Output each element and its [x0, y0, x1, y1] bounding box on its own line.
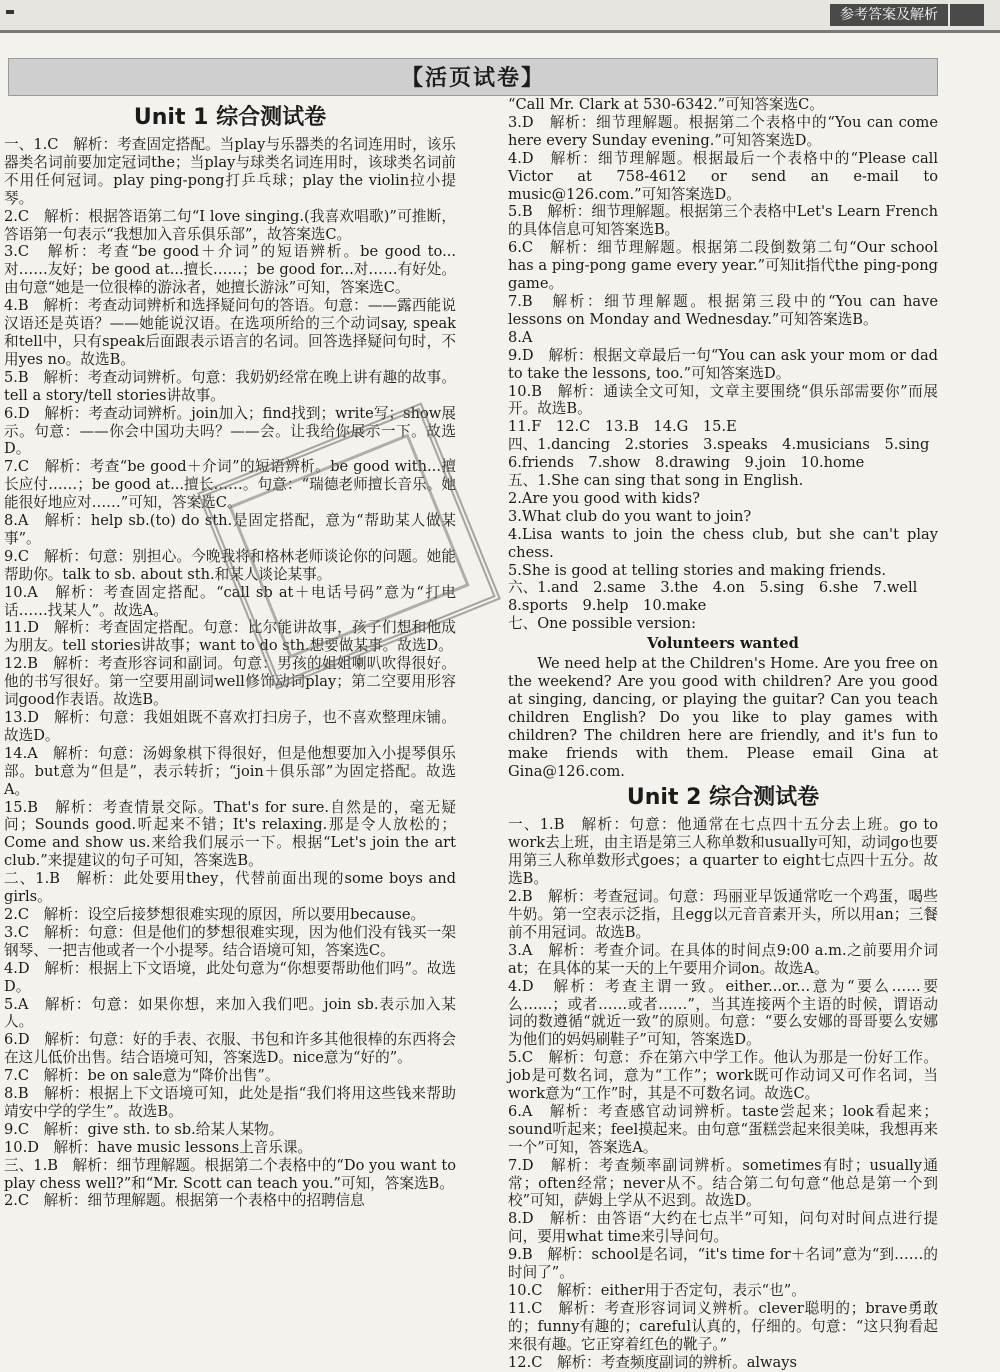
answer-item: 8.D 解析：由答语“大约在七点半”可知，问句对时间点进行提问，要用what time来引导问句。	[508, 1210, 938, 1246]
answer-item: 一、1.C 解析：考查固定搭配。当play与乐器类的名词连用时，该乐器类名词前要加定冠词the；当play与球类名词连用时，该球类名词前不用任何冠词。play ping-pong打乒乓球；play the violin拉小提琴。	[4, 136, 456, 207]
answer-item: 7.C 解析：考查“be good＋介词”的短语辨析。be good with...擅长应付……；be good at...擅长……。句意：“瑞德老师擅长音乐。她能很好地应对……”可知，答案选C。	[4, 458, 456, 512]
answer-item: 5.C 解析：句意：乔在第六中学工作。他认为那是一份好工作。job是可数名词，意为“工作”；work既可作动词又可作名词，当work意为“工作”时，其是不可数名词。故选C。	[508, 1049, 938, 1103]
answer-item: 2.C 解析：设空后接梦想很难实现的原因，所以要用because。	[4, 905, 426, 923]
answer-item: 4.D 解析：考查主谓一致。either...or...意为“要么……要么……；或者……或者……”，当其连接两个主语的时候，谓语动词的数遵循“就近一致”的原则。句意：“要么安娜的哥哥要么安娜为他们的妈妈刷鞋子”可知，答案选D。	[508, 977, 938, 1049]
answer-item: 11.D 解析：考查固定搭配。句意：比尔能讲故事，孩子们想和他成为朋友。tell stories讲故事；want to do sth.想要做某事。故选D。	[4, 619, 456, 655]
header-corner-block	[950, 4, 984, 26]
answer-item: 10.C 解析：either用于否定句，表示“也”。	[508, 1282, 806, 1299]
answer-item: 5.B 解析：考查动词辨析。句意：我奶奶经常在晚上讲有趣的故事。tell a story/tell stories讲故事。	[4, 368, 456, 404]
answer-item: 8.B 解析：根据上下文语境可知，此处是指“我们将用这些钱来帮助靖安中学的学生”。故选B。	[4, 1085, 456, 1120]
answer-item: 3.What club do you want to join?	[508, 507, 752, 525]
section-label: 参考答案及解析	[830, 4, 948, 26]
unit1-title: Unit 1 综合测试卷	[133, 105, 327, 130]
answer-item: 3.C 解析：考查“be good＋介词”的短语辨析。be good to...对……友好；be good at...擅长……；be good for...对……有好处。由句意“她是一位很棒的游泳者，她擅长游泳”可知，答案选C。	[4, 243, 456, 297]
stamp-inner-border	[228, 434, 469, 659]
answer-item: 12.B 解析：考查形容词和副词。句意：男孩的姐姐喇叭吹得很好。他的书写很好。第一空要用副词well修饰动词play；第二空要用形容词good作表语。故选B。	[4, 655, 456, 709]
answer-item: 5.B 解析：细节理解题。根据第三个表格中Let's Learn French的具体信息可知答案选B。	[508, 203, 938, 239]
answer-item: 7.B 解析：细节理解题。根据第三段中的“You can have lessons on Monday and Wednesday.”可知答案选B。	[508, 292, 938, 328]
answer-item: 14.A 解析：句意：汤姆象棋下得很好，但是他想要加入小提琴俱乐部。but意为“但是”，表示转折；“join＋俱乐部”为固定搭配。故选A。	[4, 744, 456, 798]
left-column	[4, 100, 456, 1210]
answer-item: 4.D 解析：根据上下文语境，此处句意为“你想要帮助他们吗”。故选D。	[4, 959, 456, 995]
essay-title: Volunteers wanted	[647, 635, 799, 653]
answer-item: 二、1.B 解析：此处要用they，代替前面出现的some boys and girls。	[4, 870, 456, 906]
answer-item: 3.D 解析：细节理解题。根据第二个表格中的“You can come here every Sunday evening.”可知答案选D。	[508, 113, 938, 149]
answer-item: 6.friends 7.show 8.drawing 9.join 10.home	[508, 454, 865, 472]
answer-item: 9.C 解析：句意：别担心。今晚我将和格林老师谈论你的问题。她能帮助你。talk to sb. about sth.和某人谈论某事。	[4, 547, 456, 583]
answer-item: 2.C 解析：根据答语第二句“I love singing.(我喜欢唱歌)”可推断，答语第一句表示“我想加入音乐俱乐部”，故答案选C。	[4, 207, 456, 243]
answer-item: 2.C 解析：细节理解题。根据第一个表格中的招聘信息	[4, 1192, 365, 1210]
answer-item: 8.sports 9.help 10.make	[508, 597, 707, 615]
answer-item: 六、1.and 2.same 3.the 4.on 5.sing 6.she 7.well	[508, 579, 918, 597]
answer-item: “Call Mr. Clark at 530-6342.”可知答案选C。	[508, 96, 824, 113]
answer-item: 10.A 解析：考查固定搭配。“call sb at＋电话号码”意为“打电话……找某人”。故选A。	[4, 583, 456, 619]
unit2-title: Unit 2 综合测试卷	[626, 785, 820, 811]
unit1-answer-list	[4, 136, 456, 1210]
answer-item: 三、1.B 解析：细节理解题。根据第二个表格中的“Do you want to play chess well?”和“Mr. Scott can teach you.”可知，答案选B。	[4, 1156, 456, 1192]
answer-item: 8.A 解析：help sb.(to) do sth.是固定搭配，意为“帮助某人做某事”。	[4, 512, 456, 547]
answer-item: 9.C 解析：give sth. to sb.给某人某物。	[4, 1120, 284, 1138]
right-column	[508, 96, 938, 1372]
section-banner	[8, 58, 938, 96]
answer-item: 5.A 解析：句意：如果你想，来加入我们吧。join sb.表示加入某人。	[4, 995, 456, 1031]
answer-item: 4.Lisa wants to join the chess club, but she can't play chess.	[508, 525, 938, 561]
answer-item: 7.C 解析：be on sale意为“降价出售”。	[4, 1067, 280, 1085]
answer-item: 五、1.She can sing that song in English.	[508, 472, 804, 490]
unit1-answer-list-continued	[508, 96, 938, 633]
answer-item: 8.A	[508, 328, 533, 346]
answer-item: 11.F 12.C 13.B 14.G 15.E	[508, 418, 737, 436]
banner-title: 【活页试卷】	[400, 66, 545, 91]
answer-item: 4.B 解析：考查动词辨析和选择疑问句的答语。句意：——露西能说汉语还是英语？——她能说汉语。在选项所给的三个动词say, speak和tell中，只有speak后面跟表示语言的名词。回答选择疑问句时，不用yes no。故选B。	[4, 297, 456, 368]
answer-item: 15.B 解析：考查情景交际。That's for sure.自然是的，毫无疑问；Sounds good.听起来不错；It's relaxing.那是令人放松的；Come and show us.来给我们展示一下。根据“Let's join the art club.”来提建议的句子可知，答案选B。	[4, 798, 456, 870]
corner-watermark	[830, 1299, 980, 1359]
answer-item: 5.She is good at telling stories and making friends.	[508, 561, 886, 579]
answer-item: 6.D 解析：句意：好的手表、衣服、书包和许多其他很棒的东西将会在这儿低价出售。结合语境可知，答案选D。nice意为“好的”。	[4, 1031, 456, 1067]
answer-item: 3.A 解析：考查介词。在具体的时间点9:00 a.m.之前要用介词at；在具体的某一天的上午要用介词on。故选A。	[508, 941, 938, 977]
answer-item: 2.B 解析：考查冠词。句意：玛丽亚早饭通常吃一个鸡蛋，喝些牛奶。第一空表示泛指，且egg以元音音素开头，所以用an；三餐前不用冠词。故选B。	[508, 888, 938, 941]
answer-item: 11.C 解析：考查形容词词义辨析。clever聪明的；brave勇敢的；funny有趣的；careful认真的，仔细的。句意：“这只狗看起来很有趣。它正穿着红色的靴子。”	[508, 1299, 938, 1353]
page-corner-mark	[6, 10, 14, 14]
answer-item: 6.D 解析：考查动词辨析。join加入；find找到；write写；show展示。句意：——你会中国功夫吗？——会。让我给你展示一下。故选D。	[4, 404, 456, 458]
answer-item: 7.D 解析：考查频率副词辨析。sometimes有时；usually通常；often经常；never从不。结合第二句句意“他总是第一个到校”可知，萨姆上学从不迟到。故选D。	[508, 1156, 938, 1210]
answer-item: 6.C 解析：细节理解题。根据第二段倒数第二句“Our school has a ping-pong game every year.”可知it指代the ping-pong game。	[508, 239, 938, 293]
unit2-answer-list	[508, 816, 938, 1371]
answer-item: 四、1.dancing 2.stories 3.speaks 4.musicians 5.sing	[508, 436, 930, 454]
answer-item: 9.B 解析：school是名词，“it's time for＋名词”意为“到……的时间了”。	[508, 1246, 938, 1282]
top-band	[0, 0, 1000, 33]
answer-item: 10.B 解析：通读全文可知，文章主要围绕“俱乐部需要你”而展开。故选B。	[508, 382, 938, 418]
answer-item: 七、One possible version:	[508, 615, 697, 633]
answer-item: 12.C 解析：考查频度副词的辨析。always	[508, 1353, 797, 1371]
answer-item: 6.A 解析：考查感官动词辨析。taste尝起来；look看起来；sound听起来；feel摸起来。由句意“蛋糕尝起来很美味，我想再来一个”可知，答案选A。	[508, 1102, 938, 1156]
answer-item: 2.Are you good with kids?	[508, 489, 700, 507]
answer-item: 13.D 解析：句意：我姐姐既不喜欢打扫房子，也不喜欢整理床铺。故选D。	[4, 709, 456, 744]
answer-item: 一、1.B 解析：句意：他通常在七点四十五分去上班。go to work去上班，由主语是第三人称单数和usually可知，动词go也要用第三人称单数形式goes；a quarter to eight七点四十五分。故选B。	[508, 816, 938, 888]
answer-item: 4.D 解析：细节理解题。根据最后一个表格中的“Please call Victor at 758-4612 or send an e-mail to music@126.com.”可知答案选D。	[508, 149, 938, 203]
answer-item: 10.D 解析：have music lessons上音乐课。	[4, 1138, 313, 1156]
essay-body: We need help at the Children's Home. Are you free on the weekend? Are you good with children? Are you good at singing, dancing, or playing the guitar? Can you teach children English? Do you like to play games with children? The children here are friendly, and it's fun to make friends with them. Please email Gina at Gina@126.com.	[508, 655, 938, 780]
answer-item: 9.D 解析：根据文章最后一句“You can ask your mom or dad to take the lessons, too.”可知答案选D。	[508, 346, 938, 382]
answer-item: 3.C 解析：句意：但是他们的梦想很难实现，因为他们没有钱买一架钢琴、一把吉他或者一个小提琴。结合语境可知，答案选C。	[4, 923, 456, 959]
